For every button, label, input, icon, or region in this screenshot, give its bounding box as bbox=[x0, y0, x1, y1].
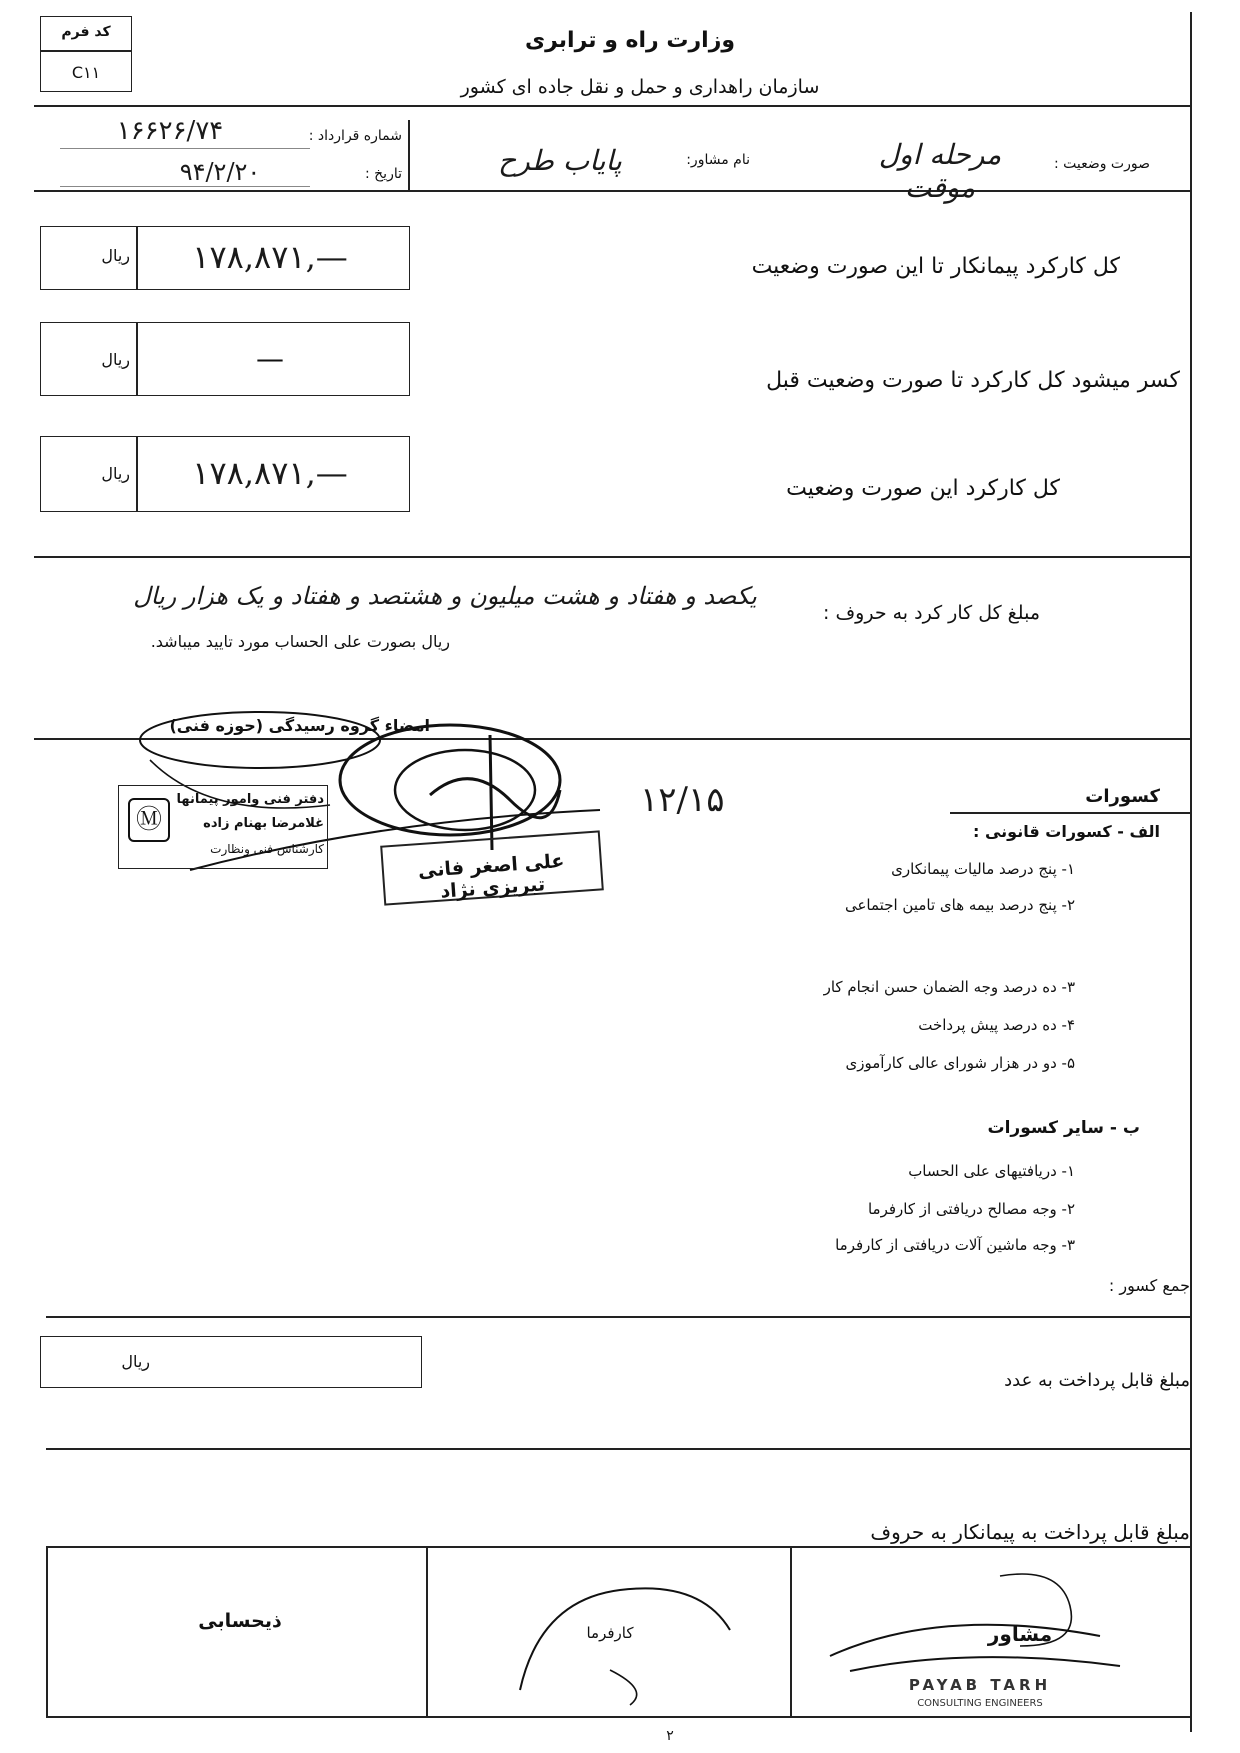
deductions-title: کسورات bbox=[1085, 786, 1160, 807]
payable-currency: ریال bbox=[121, 1352, 150, 1371]
legal-deductions-title: الف - کسورات قانونی : bbox=[973, 822, 1160, 841]
previous-work-label: کسر میشود کل کارکرد تا صورت وضعیت قبل bbox=[766, 368, 1180, 393]
other-deduction-1: ۱- دریافتیهای علی الحساب bbox=[908, 1162, 1075, 1180]
amount-in-words-label: مبلغ کل کار کرد به حروف : bbox=[823, 602, 1040, 624]
other-deductions-title: ب - سایر کسورات bbox=[987, 1118, 1140, 1138]
employer-signature bbox=[500, 1560, 760, 1710]
legal-deduction-1: ۱- پنج درصد مالیات پیمانکاری bbox=[891, 860, 1075, 878]
payable-words-label: مبلغ قابل پرداخت به پیمانکار به حروف bbox=[870, 1520, 1190, 1544]
office-stamp-line2: غلامرضا بهنام زاده bbox=[203, 816, 324, 831]
form-code-label: کد فرم bbox=[61, 24, 111, 40]
consultant-signature bbox=[820, 1556, 1150, 1696]
committee-label: امضاء گروه رسیدگی (حوزه فنی) bbox=[169, 716, 430, 735]
employer-label: کارفرما bbox=[586, 1624, 634, 1642]
statement-label: صورت وضعیت : bbox=[1053, 156, 1150, 172]
amount-in-words-value: یکصد و هفتاد و هشت میلیون و هشتصد و هفتاد و یک هزار ریال bbox=[133, 582, 757, 610]
contract-no-value: ۱۶۶۲۶/۷۴ bbox=[116, 116, 224, 146]
ministry-title: وزارت راه و ترابری bbox=[524, 28, 736, 53]
consultant-value: پایاب طرح bbox=[498, 144, 622, 177]
legal-deduction-3: ۳- ده درصد وجه الضمان حسن انجام کار bbox=[823, 978, 1075, 996]
total-work-currency: ریال bbox=[101, 246, 130, 265]
consultant-sign-label: مشاور bbox=[987, 1622, 1053, 1646]
this-statement-label: کل کارکرد این صورت وضعیت bbox=[786, 476, 1060, 501]
total-work-value: ۱۷۸,۸۷۱,— bbox=[192, 238, 348, 276]
consultant-label: نام مشاور: bbox=[686, 152, 750, 168]
other-deduction-2: ۲- وجه مصالح دریافتی از کارفرما bbox=[867, 1200, 1075, 1218]
this-statement-value: ۱۷۸,۸۷۱,— bbox=[192, 454, 348, 492]
previous-work-currency: ریال bbox=[101, 350, 130, 369]
legal-deduction-4: ۴- ده درصد پیش پرداخت bbox=[918, 1016, 1075, 1034]
date-label: تاریخ : bbox=[364, 166, 402, 182]
approval-note: ریال بصورت علی الحساب مورد تایید میباشد. bbox=[150, 632, 450, 651]
statement-value: مرحله اول موقت bbox=[878, 138, 1002, 204]
date-value: ۹۴/۲/۲۰ bbox=[179, 158, 261, 186]
form-code-value: C۱۱ bbox=[71, 63, 101, 82]
page-number: ۲ bbox=[666, 1728, 674, 1744]
office-stamp-line3: کارشناس فنی ونظارت bbox=[210, 842, 324, 856]
payable-numeric-label: مبلغ قابل پرداخت به عدد bbox=[1004, 1370, 1190, 1391]
name-stamp-text: علی اصغر فانی تبریزی نژاد bbox=[417, 849, 566, 903]
this-statement-currency: ریال bbox=[101, 464, 130, 483]
other-deduction-3: ۳- وجه ماشین آلات دریافتی از کارفرما bbox=[835, 1236, 1075, 1254]
committee-date-note: ۱۲/۱۵ bbox=[640, 780, 725, 820]
total-work-label: کل کارکرد پیمانکار تا این صورت وضعیت bbox=[751, 254, 1120, 279]
office-stamp-logo-icon: Ⓜ bbox=[128, 798, 170, 842]
accountant-label: ذیحسابی bbox=[198, 1610, 282, 1632]
deductions-sum-label: جمع کسور : bbox=[1108, 1276, 1190, 1295]
consultant-stamp-subtext: CONSULTING ENGINEERS bbox=[917, 1698, 1043, 1709]
organization-title: سازمان راهداری و حمل و نقل جاده ای کشور bbox=[460, 76, 820, 98]
office-stamp-line1: دفتر فنی وامور پیمانها bbox=[176, 792, 324, 807]
contract-no-label: شماره قرارداد : bbox=[308, 128, 402, 144]
consultant-stamp-text: PAYAB TARH bbox=[908, 1676, 1052, 1694]
previous-work-value: — bbox=[256, 342, 284, 375]
legal-deduction-2: ۲- پنج درصد بیمه های تامین اجتماعی bbox=[844, 896, 1075, 914]
legal-deduction-5: ۵- دو در هزار شورای عالی کارآموزی bbox=[845, 1054, 1075, 1072]
